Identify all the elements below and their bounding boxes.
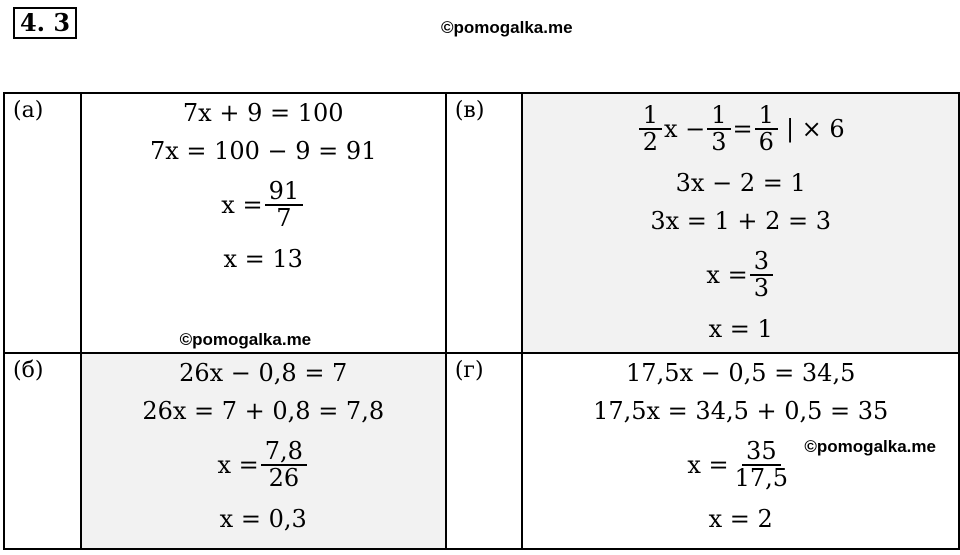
cell-v-frac3 <box>755 100 778 156</box>
cell-v-frac3-den: 6 <box>758 128 774 156</box>
cell-g-line3-lhs: x = <box>687 451 729 479</box>
cell-v-line4-fraction <box>750 246 773 302</box>
cell-v-line4-num: 3 <box>750 249 773 276</box>
cell-b-fraction-numerator: 7,8 <box>261 439 307 466</box>
cell-v-frac1-den: 2 <box>642 128 658 156</box>
cell-g-label: (г) <box>446 353 523 549</box>
cell-b-fraction <box>261 436 307 492</box>
cell-b-line4: x = 0,3 <box>219 505 307 533</box>
cell-v-frac2 <box>707 100 730 156</box>
cell-v-line5: x = 1 <box>708 315 773 343</box>
cell-v-line1-eq: = <box>732 115 753 143</box>
cell-v <box>522 93 959 353</box>
cell-v-label: (в) <box>446 93 523 353</box>
cell-a-fraction-numerator: 91 <box>265 179 304 206</box>
cell-a <box>81 93 446 353</box>
cell-a-line4: x = 13 <box>223 245 303 273</box>
problem-number-badge: 4. 3 <box>13 7 77 39</box>
cell-a-fraction <box>265 176 304 232</box>
cell-b <box>81 353 446 549</box>
cell-b-label: (б) <box>4 353 81 549</box>
cell-b-line1: 26x − 0,8 = 7 <box>179 359 348 387</box>
cell-b-line3 <box>217 430 308 500</box>
cell-a-line3 <box>221 170 305 240</box>
cell-a-fraction-denominator: 7 <box>276 204 292 232</box>
cell-b-fraction-denominator: 26 <box>268 464 300 492</box>
cell-v-line4 <box>706 240 775 310</box>
cell-g <box>522 353 959 549</box>
cell-v-frac3-num: 1 <box>755 103 778 130</box>
cell-b-line2: 26x = 7 + 0,8 = 7,8 <box>142 397 385 425</box>
cell-g-watermark: ©pomogalka.me <box>804 437 936 456</box>
cell-a-line3-lhs: x = <box>221 191 263 219</box>
cell-v-frac1 <box>639 100 662 156</box>
cell-g-fraction-denominator: 17,5 <box>734 464 789 492</box>
cell-v-frac2-num: 1 <box>707 103 730 130</box>
cell-v-line2: 3x − 2 = 1 <box>675 169 806 197</box>
cell-g-line3 <box>687 430 794 500</box>
cell-g-fraction <box>731 436 792 492</box>
cell-v-line3: 3x = 1 + 2 = 3 <box>650 207 832 235</box>
cell-b-line3-lhs: x = <box>217 451 259 479</box>
cell-v-line1 <box>637 94 845 164</box>
cell-v-line4-lhs: x = <box>706 261 748 289</box>
cell-v-line4-den: 3 <box>753 274 769 302</box>
cell-g-line1: 17,5x − 0,5 = 34,5 <box>626 359 856 387</box>
cell-a-label: (а) <box>4 93 81 353</box>
cell-a-line1: 7x + 9 = 100 <box>182 99 344 127</box>
cell-a-line2: 7x = 100 − 9 = 91 <box>149 137 377 165</box>
cell-v-line1-tail: | × 6 <box>785 115 845 143</box>
cell-g-fraction-numerator: 35 <box>742 439 781 466</box>
header-watermark: ©pomogalka.me <box>441 18 573 37</box>
cell-v-line1-mid: x − <box>663 115 706 143</box>
cell-a-watermark: ©pomogalka.me <box>179 330 312 349</box>
cell-v-frac1-num: 1 <box>639 103 662 130</box>
solutions-table <box>3 92 960 550</box>
cell-v-frac2-den: 3 <box>711 128 727 156</box>
cell-g-line4: x = 2 <box>708 505 773 533</box>
cell-g-line2: 17,5x = 34,5 + 0,5 = 35 <box>593 397 889 425</box>
